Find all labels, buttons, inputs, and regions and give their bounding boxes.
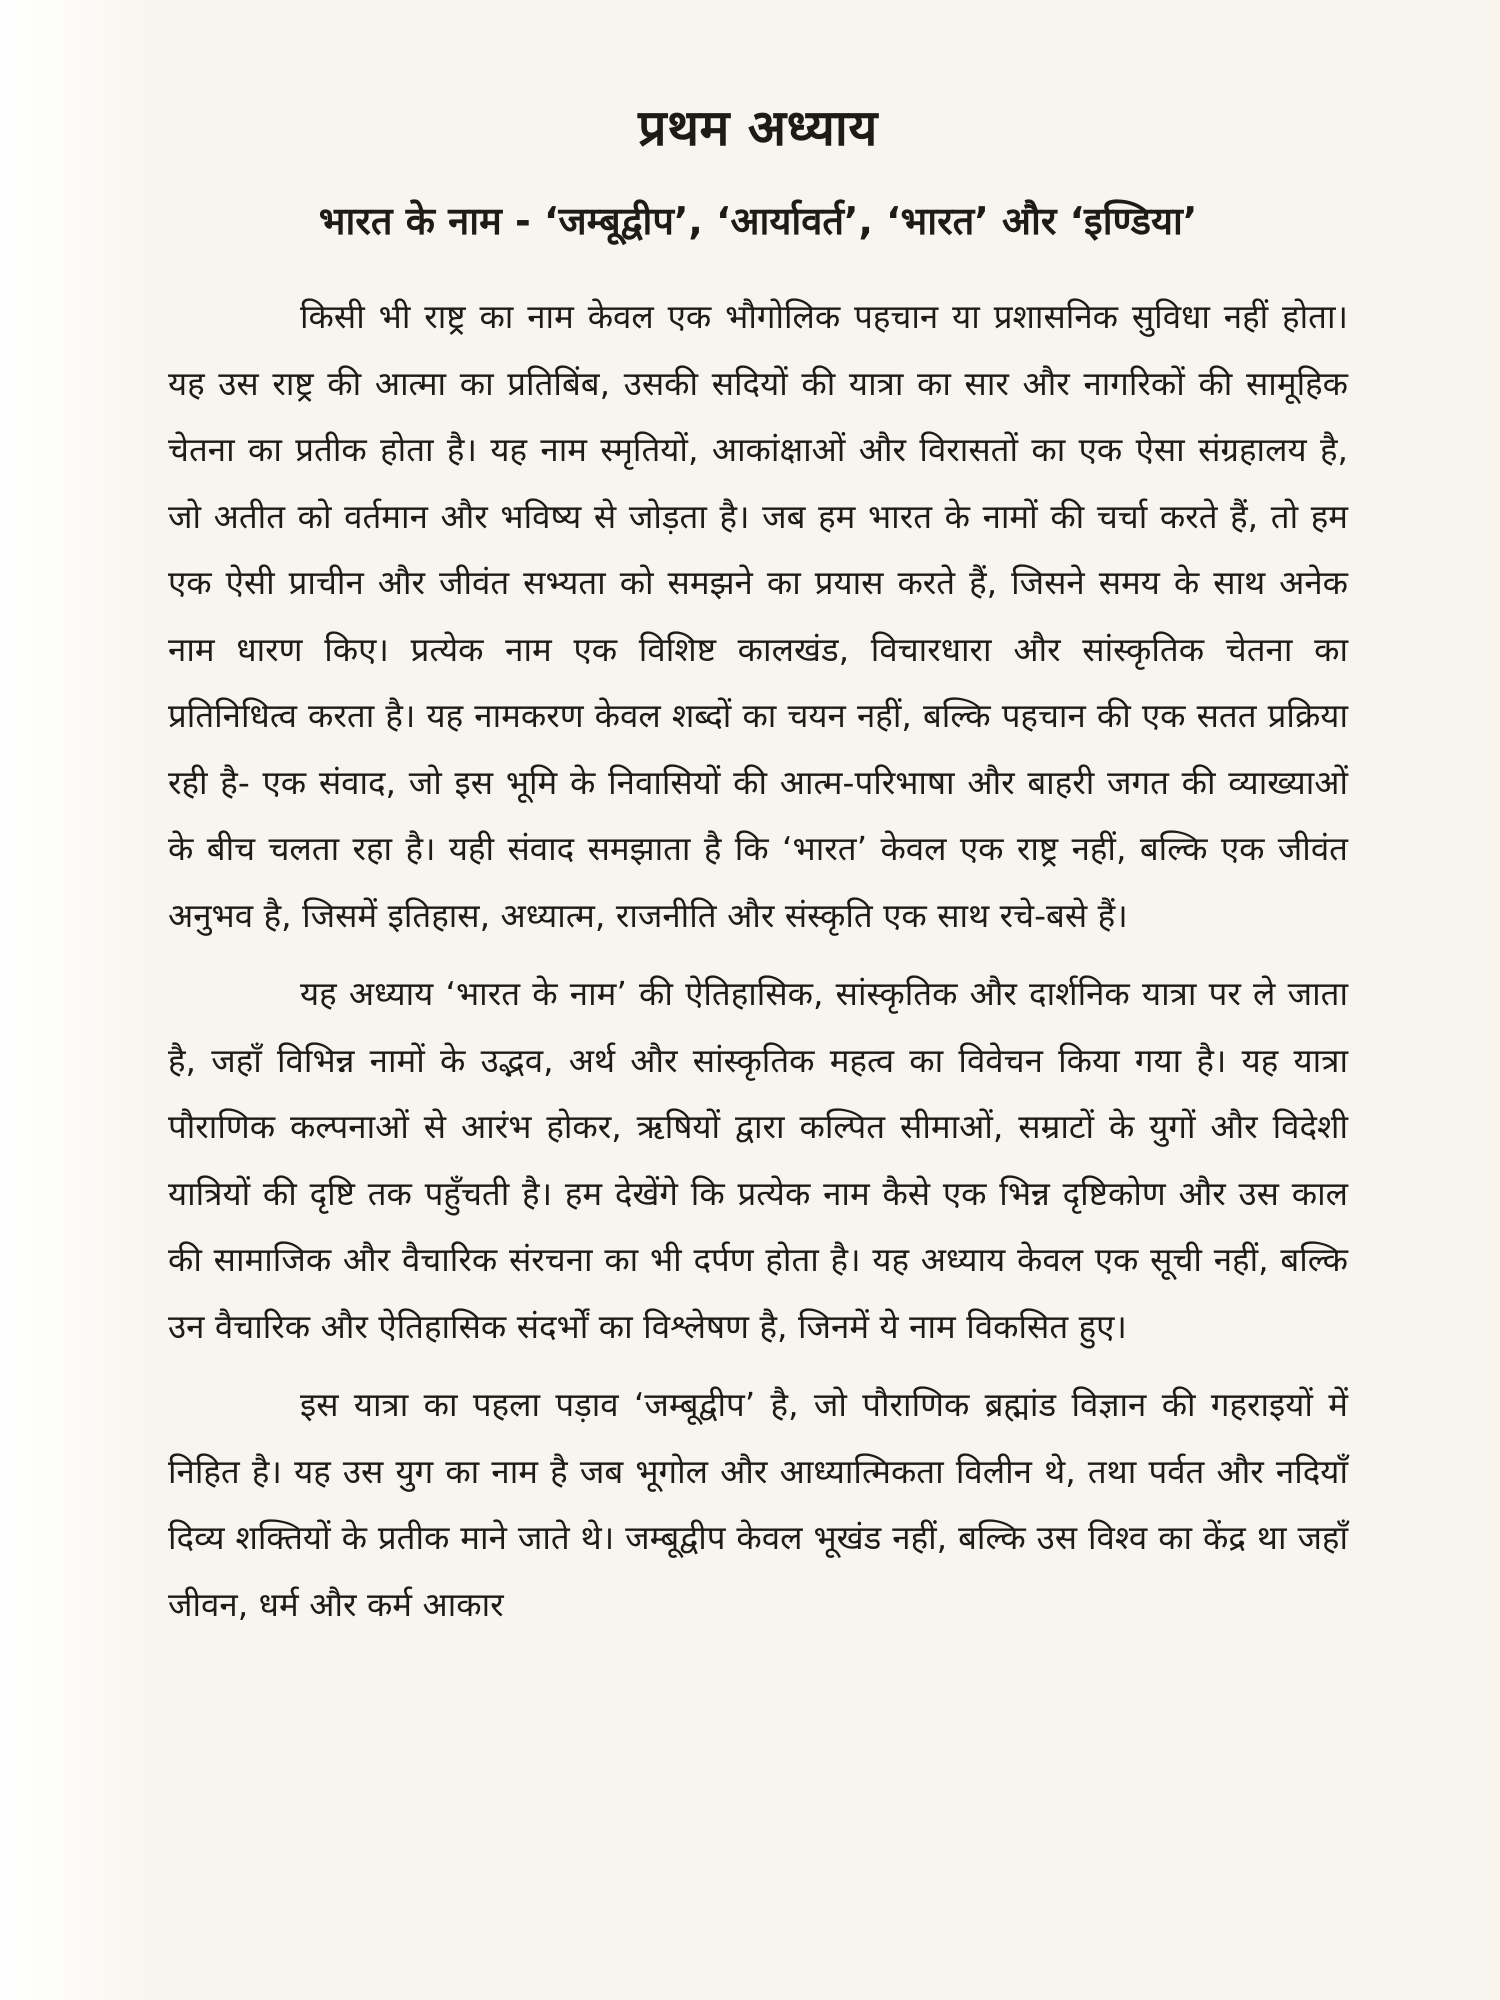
paragraph-2: यह अध्याय ‘भारत के नाम’ की ऐतिहासिक, सांस्कृतिक और दार्शनिक यात्रा पर ले जाता है, जहाँ विभिन्न नामों के उद्भव, अर्थ और सांस्कृतिक महत्व का विवेचन किया गया है। यह यात्रा पौराणिक कल्पनाओं से आरंभ होकर, ऋषियों द्वारा कल्पित सीमाओं, सम्राटों के युगों और विदेशी यात्रियों की दृष्टि तक पहुँचती है। हम देखेंगे कि प्रत्येक नाम कैसे एक भिन्न दृष्टिकोण और उस काल की सामाजिक और वैचारिक संरचना का भी दर्पण होता है। यह अध्याय केवल एक सूची नहीं, बल्कि उन वैचारिक और ऐतिहासिक संदर्भों का विश्लेषण है, जिनमें ये नाम विकसित हुए।	[168, 974, 1348, 1346]
section-title: भारत के नाम - ‘जम्बूद्वीप’, ‘आर्यावर्त’, ‘भारत’ और ‘इण्डिया’	[318, 199, 1198, 243]
chapter-title: प्रथम अध्याय	[638, 99, 878, 157]
page-content	[168, 96, 1348, 1650]
scan-margin	[0, 0, 150, 2000]
paragraph-3: इस यात्रा का पहला पड़ाव ‘जम्बूद्वीप’ है, जो पौराणिक ब्रह्मांड विज्ञान की गहराइयों में निहित है। यह उस युग का नाम है जब भूगोल और आध्यात्मिकता विलीन थे, तथा पर्वत और नदियाँ दिव्य शक्तियों के प्रतीक माने जाते थे। जम्बूद्वीप केवल भूखंड नहीं, बल्कि उस विश्व का केंद्र था जहाँ जीवन, धर्म और कर्म आकार	[168, 1385, 1348, 1624]
paragraph-1: किसी भी राष्ट्र का नाम केवल एक भौगोलिक पहचान या प्रशासनिक सुविधा नहीं होता। यह उस राष्ट्र की आत्मा का प्रतिबिंब, उसकी सदियों की यात्रा का सार और नागरिकों की सामूहिक चेतना का प्रतीक होता है। यह नाम स्मृतियों, आकांक्षाओं और विरासतों का एक ऐसा संग्रहालय है, जो अतीत को वर्तमान और भविष्य से जोड़ता है। जब हम भारत के नामों की चर्चा करते हैं, तो हम एक ऐसी प्राचीन और जीवंत सभ्यता को समझने का प्रयास करते हैं, जिसने समय के साथ अनेक नाम धारण किए। प्रत्येक नाम एक विशिष्ट कालखंड, विचारधारा और सांस्कृतिक चेतना का प्रतिनिधित्व करता है। यह नामकरण केवल शब्दों का चयन नहीं, बल्कि पहचान की एक सतत प्रक्रिया रही है- एक संवाद, जो इस भूमि के निवासियों की आत्म-परिभाषा और बाहरी जगत की व्याख्याओं के बीच चलता रहा है। यही संवाद समझाता है कि ‘भारत’ केवल एक राष्ट्र नहीं, बल्कि एक जीवंत अनुभव है, जिसमें इतिहास, अध्यात्म, राजनीति और संस्कृति एक साथ रचे-बसे हैं।	[168, 297, 1348, 935]
